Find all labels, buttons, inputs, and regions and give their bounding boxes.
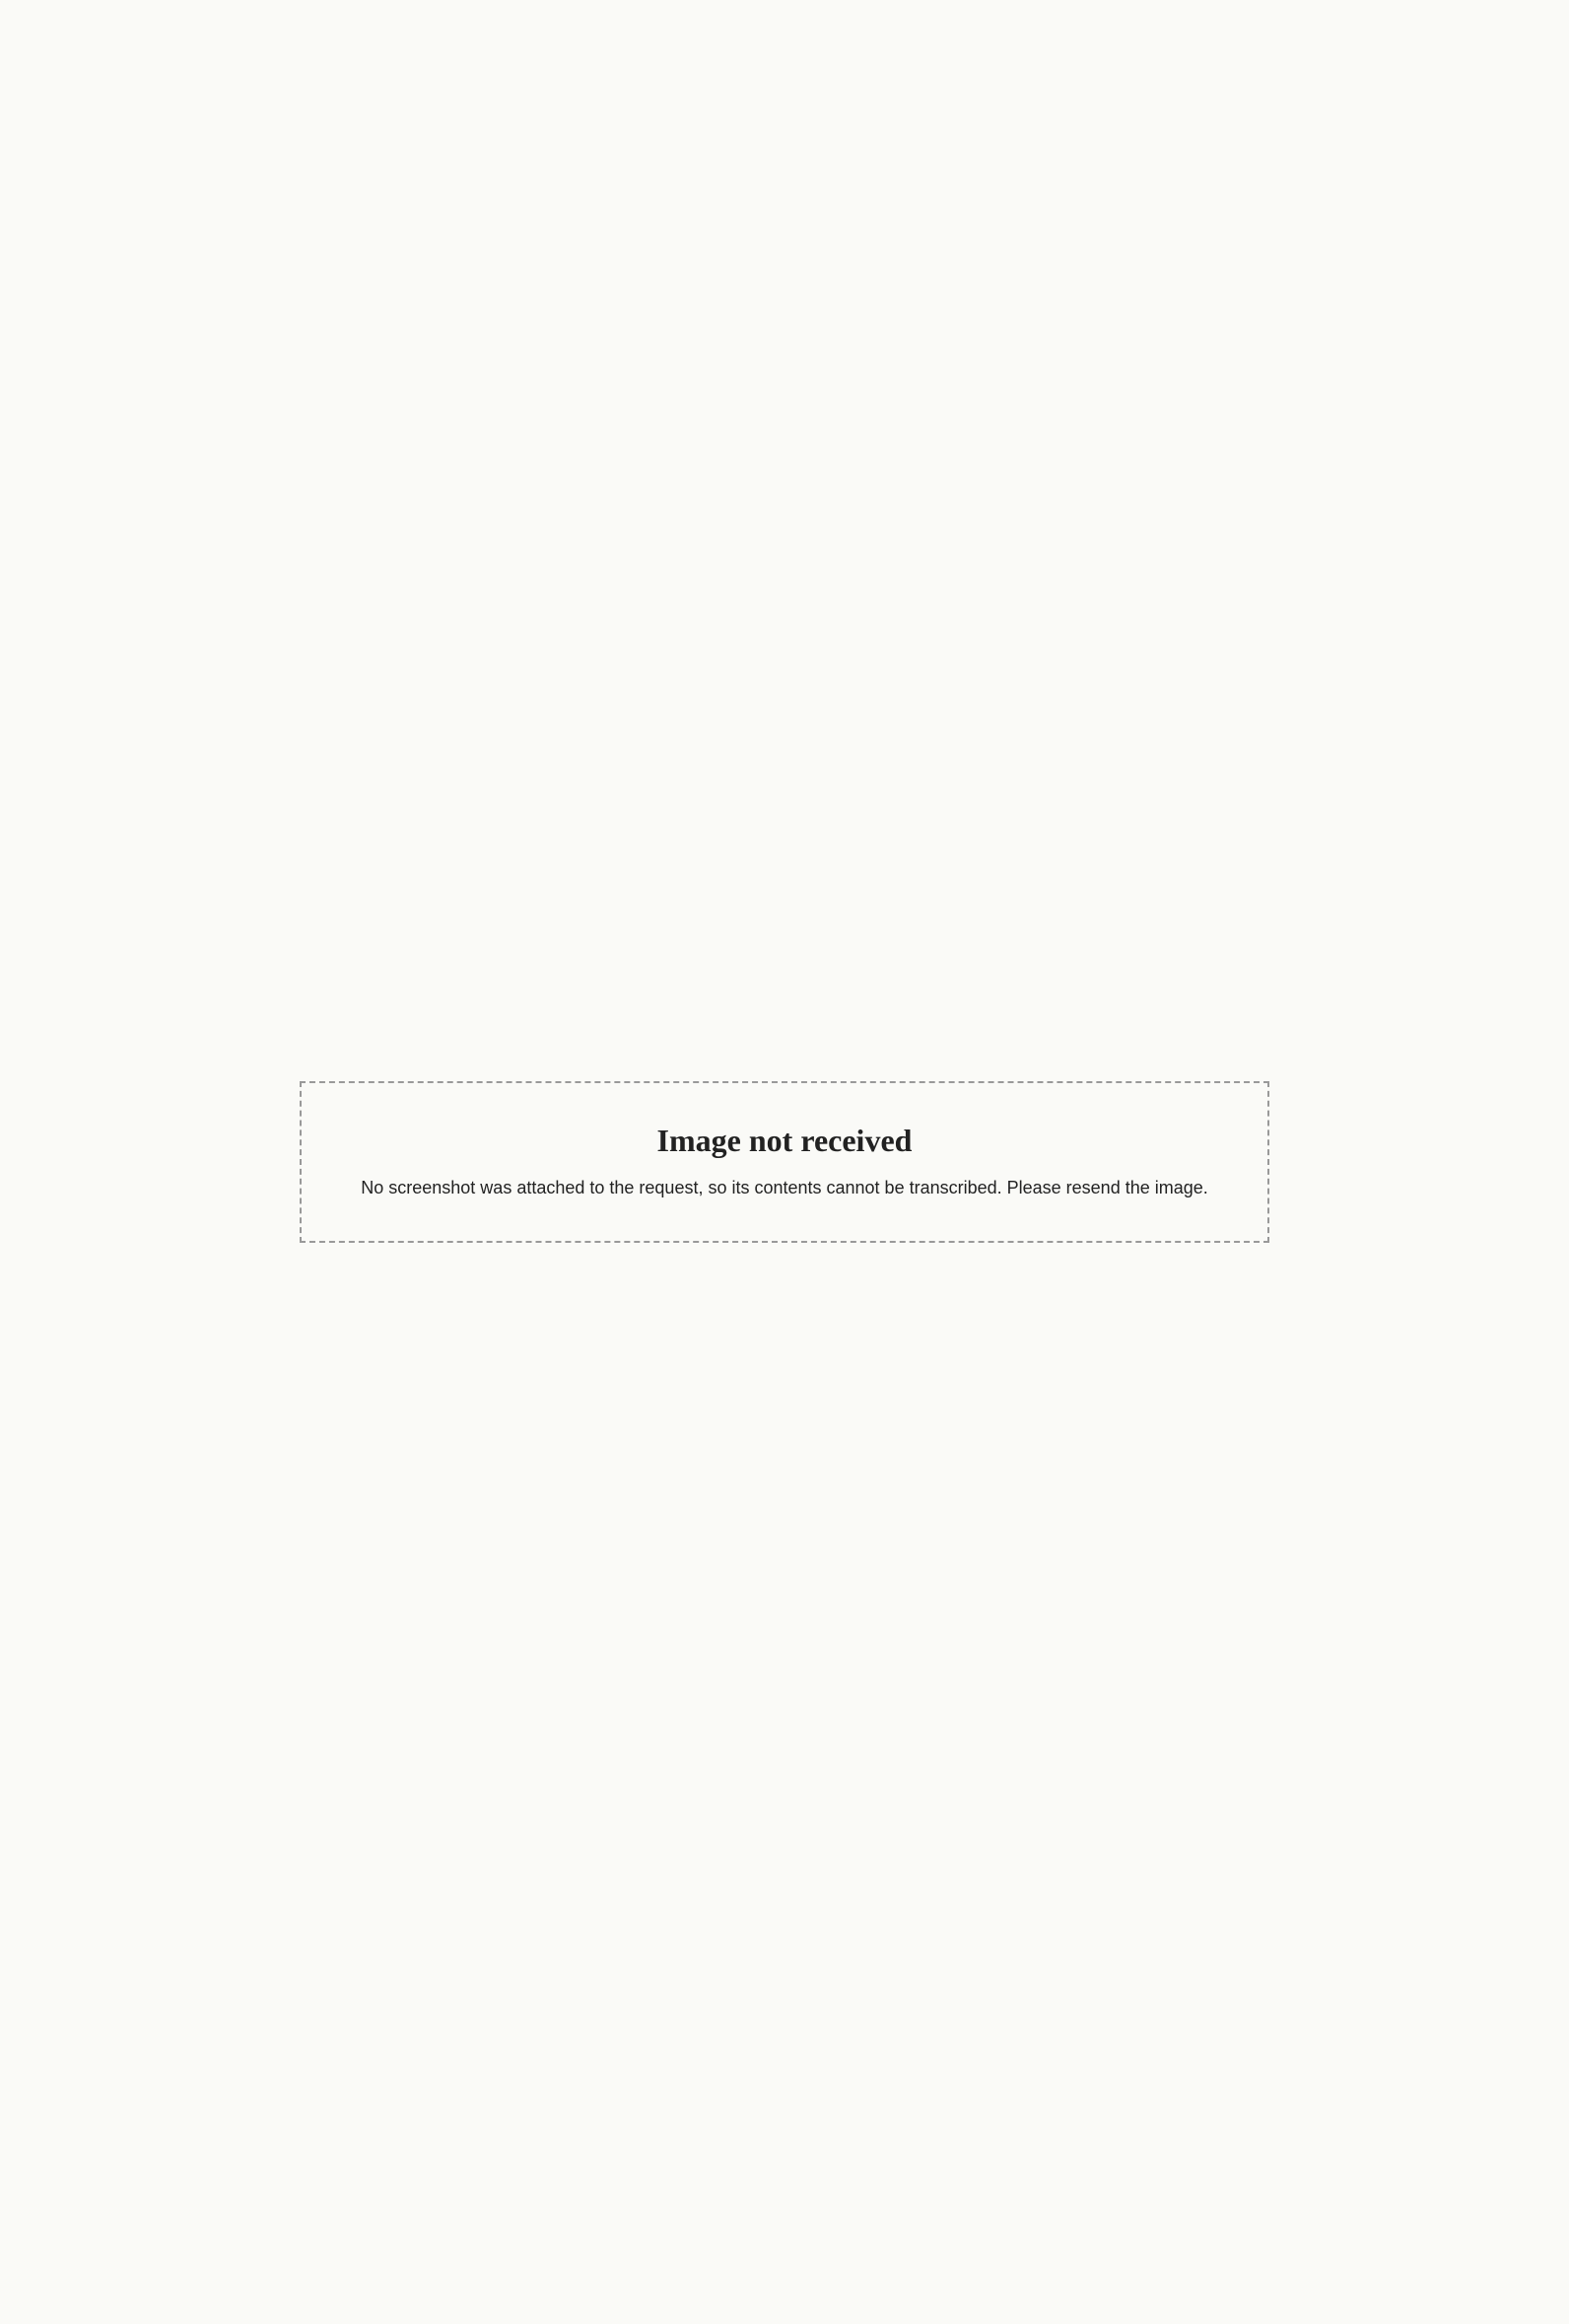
notice-message: No screenshot was attached to the request, so its contents cannot be transcribed. Please resend the image. bbox=[361, 1178, 1208, 1197]
notice-title: Image not received bbox=[656, 1123, 913, 1158]
missing-image-notice bbox=[300, 1081, 1269, 1243]
